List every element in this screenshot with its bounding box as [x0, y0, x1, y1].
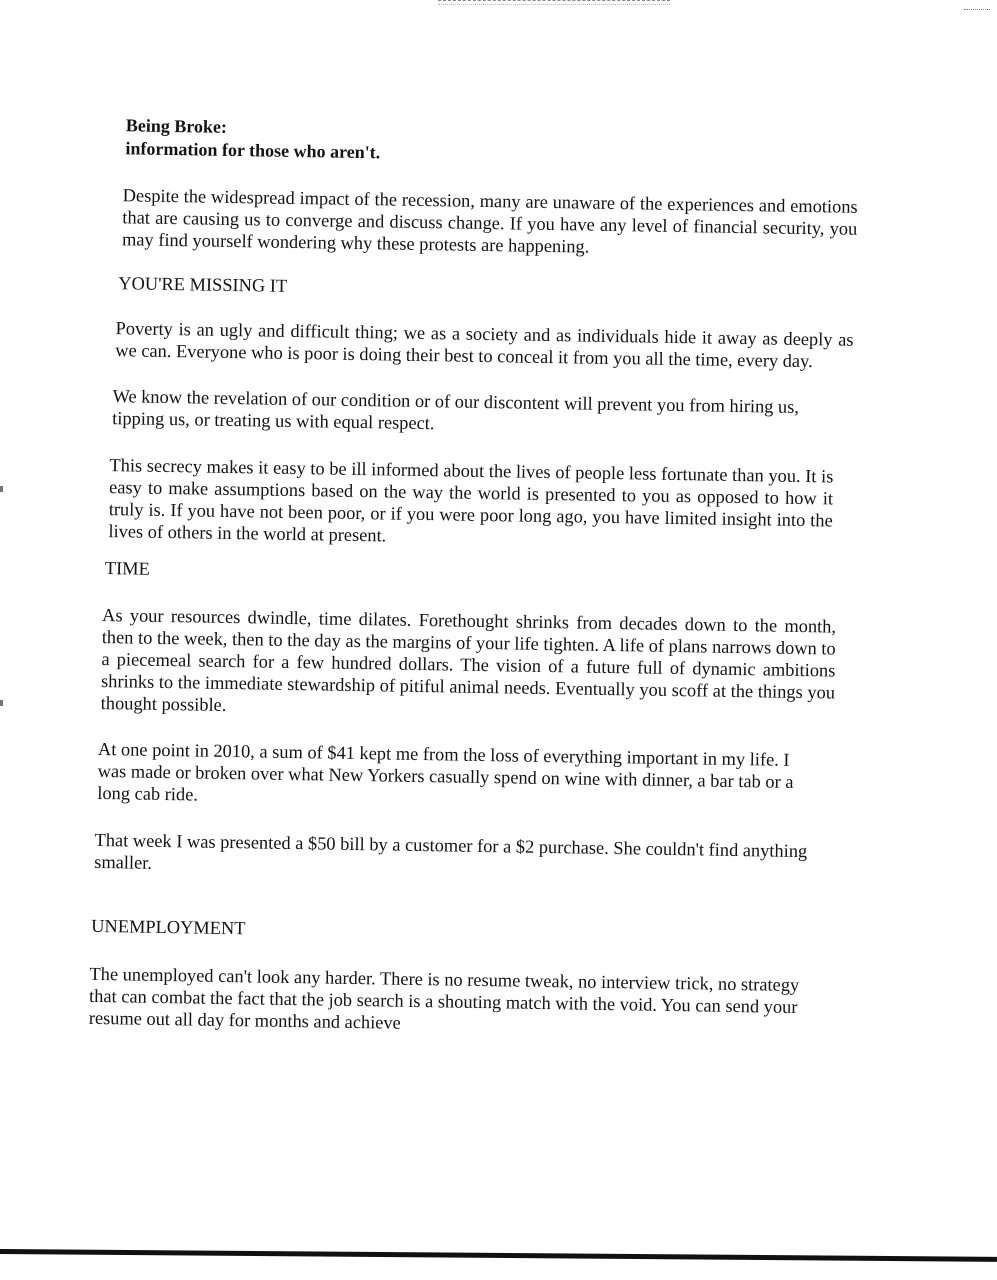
body-paragraph: At one point in 2010, a sum of $41 kept me from the loss of everything important in my life. I was made or broken over what New Yorkers casually spend on wine with dinner, a bar tab or a long cab ride. [97, 738, 794, 805]
scan-artifact-left-mark [0, 486, 3, 492]
body-paragraph: Poverty is an ugly and difficult thing; we as a society and as individuals hide it away as deeply as we can. Everyone who is poor is doing their best to conceal it from you all the time, every day. [115, 318, 854, 372]
section-heading-unemployment: UNEMPLOYMENT [91, 915, 246, 939]
scan-artifact-left-mark [0, 700, 3, 706]
scan-artifact-top [438, 0, 670, 5]
scan-artifact-bottom-edge [0, 1249, 997, 1262]
body-paragraph: That week I was presented a $50 bill by a customer for a $2 purchase. She couldn't find anything smaller. [94, 829, 808, 873]
document-title: Being Broke: [125, 115, 228, 137]
title-block [125, 114, 866, 172]
body-paragraph: As your resources dwindle, time dilates. Forethought shrinks from decades down to the month, then to the week, then to the day as the margins of your life tighten. A life of plans narrows down to a piecemeal search for a few hundred dollars. The vision of a future full of dynamic ambitions shrinks to the immediate stewardship of pitiful animal needs. Eventually you scoff at the things you thought possible. [100, 605, 837, 715]
body-paragraph: We know the revelation of our condition or of our discontent will prevent you from hiring us, tipping us, or treating us with equal respect. [112, 386, 800, 434]
section-heading-missing-it: YOU'RE MISSING IT [118, 273, 288, 296]
body-paragraph: The unemployed can't look any harder. There is no resume tweak, no interview trick, no strategy that can combat the fact that the job search is a shouting match with the void. You can send your resume out all day for months and achieve [88, 963, 800, 1033]
section-heading-time: TIME [104, 558, 150, 579]
intro-paragraph: Despite the widespread impact of the recession, many are unaware of the experiences and emotions that are causing us to converge and discuss change. If you have any level of financial security, you may find yourself wondering why these protests are happening. [121, 185, 858, 257]
scan-artifact-corner [964, 9, 990, 12]
document-page [88, 114, 866, 1041]
body-paragraph: This secrecy makes it easy to be ill informed about the lives of people less fortunate than you. It is easy to make assumptions based on the way the world is presented to you as opposed to how it truly is. If you have not been poor, or if you were poor long ago, you have limited insight into the lives of others in the world at present. [108, 455, 834, 546]
document-subtitle: information for those who aren't. [125, 138, 381, 163]
